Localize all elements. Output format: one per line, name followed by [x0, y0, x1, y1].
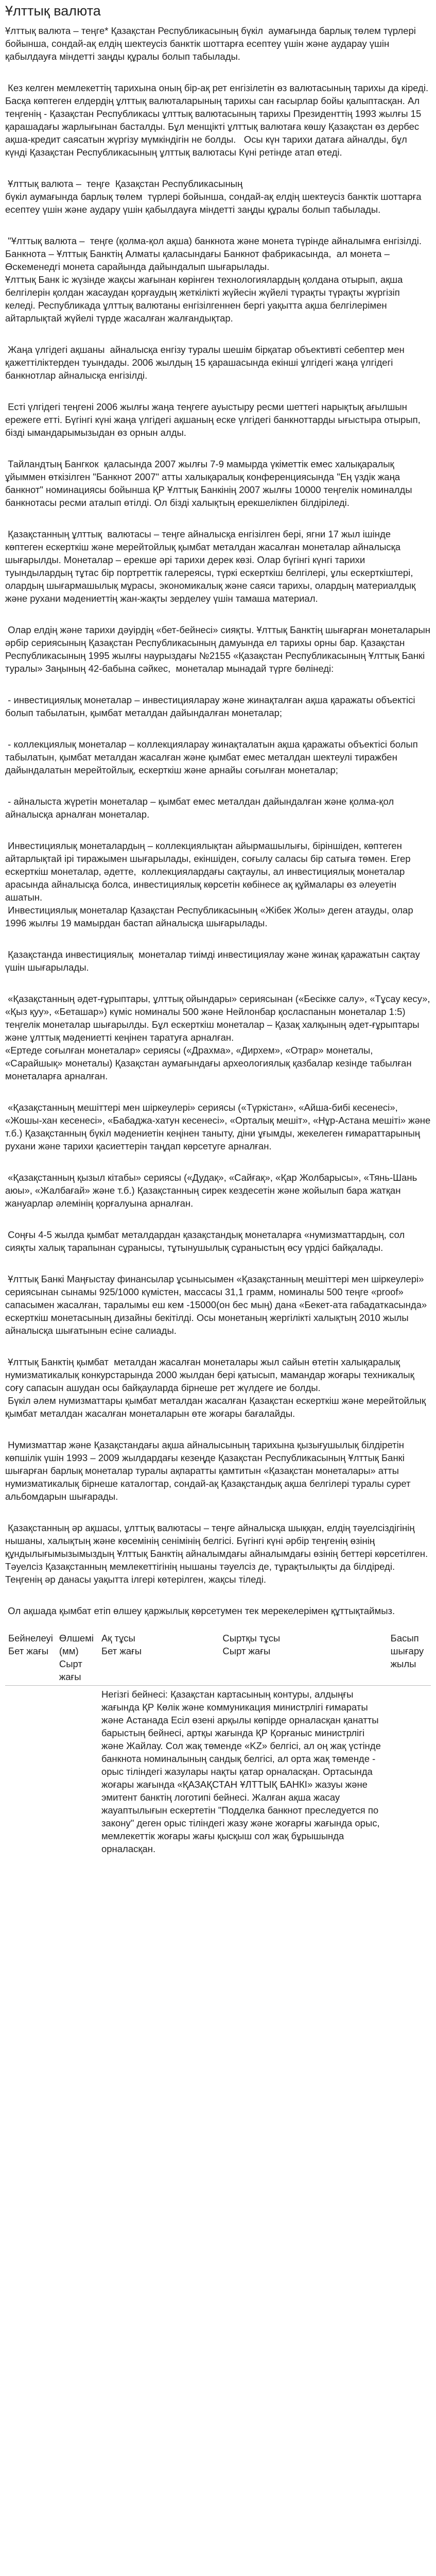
paragraph-investment-coins: - инвестициялық монеталар – инвестицияларау және жинақталған ақша қаражаты объектісі болып табылатын, қымбат металдан дайындалған монеталар; [5, 694, 418, 718]
paragraph-congratulations: Ол ақшада қымбат етіп өлшеу қаржылық көрсетумен тек мерекелерімен құттықтаймыз. [5, 1605, 395, 1616]
cell-description: Негізгі бейнесі: Қазақстан картасының контуры, алдыңғы жағында ҚР Көлік және коммуникация министрлігі ғимараты және Астанада Есіл өзені арқылы көпірде орналасқан қанатты барыстың бейнесі, артқы жағында ҚР Қорғаныс министрлігі және Жайлау. Сол жақ төменде «KZ» белгісі, ал оң жақ үстінде банкнота номиналының сандық белгісі, ал орта жақ төменде - орыс тіліндегі жазулары нақты қатар орналасқан. Ортасында жоғары жағында «ҚАЗАҚСТАН ҰЛТТЫҚ БАНКІ» жазуы және эмитент банктің логотипі бейнесі. Жалған ақша жасау жауаптылығын ескертетін "Подделка банкнот преследуется по закону" деген орыс тіліндегі жазу және жоғарғы жағында орыс, мемлекеттік жоғары жағы қысқыш сол жақ бұрышында орналасқан. [101, 1689, 381, 1854]
paragraph-mosques-series: «Қазақстанның мешіттері мен шіркеулері» сериясы («Түркістан», «Айша-бибі кесенесі», «Жошы-хан кесенесі», «Бабаджа-хатун кесенесі», «Орталық мешіт», «Нұр-Астана мешіті» және т.б.) Қазақстанның бүкіл мәдениетін кеңінен таныту, діни ұғымды, жекелеген ғимараттарының рухани және тарихи қасиеттерін таңдап көрсетуге арналған. [5, 1102, 433, 1151]
cell-empty-3 [388, 1686, 431, 1858]
paragraph-collectible-coins: - коллекциялық монеталар – коллекцияларау жинақталатын ақша қаражаты объектісі болып табылатын, қымбат металдан жасалған және қымбат емес металдан шектеулі тиражбен дайындалатын мерейтойлық, ескерткіш және арнайы соғылған монеталар; [5, 739, 421, 775]
header-outer-sub: Сырт жағы [222, 1646, 271, 1656]
paragraph-banknotes-coins: "Ұлттық валюта – теңге (қолма-қол ақша) банкнота және монета түрінде айналымға енгізілді. Банкнота – Ұлттық Банктің Алматы қаласындағы Банкнот фабрикасында, ал монета – Өскеменедгі монета сарайында дайындалып шығарылады. Ұлттық Банк іс жүзінде жақсы жағынан көрінген технологиялардың қолдана отырып, ақша белгілерін қолдан жасаудан қорғаудың жеткілікті жүйесін жүйелі түрақты түрақты жүргізіп келеді. Республикада ұлттық валютаны енгізілгеннен бергі уақытта ақша белгілерімен айтарлықтай жүйелі түрде жасалған жалғандықтар. [5, 235, 422, 324]
paragraph-red-book-series: «Қазақстанның қызыл кітабы» сериясы («Дудақ», «Сайғақ», «Қар Жолбарысы», «Тянь-Шань аюы», «Жалбағай» және т.б.) Қазақстанның сирек кездесетін және жойылып бара жатқан жануарлар әлемінің қорғалуына арналған. [5, 1172, 420, 1209]
header-obverse-label: Бейнелеуі [8, 1633, 53, 1643]
paragraph-award: Тайландтың Бангкок қаласында 2007 жылғы 7-9 мамырда үкіметтік емес халықаралық ұйыммен өткізілген "Банкнот 2007" атты халықаралық конференциясында "Ең үздік жаңа банкнот" номинациясы бойынша ҚР Ұлттық Банкінің 2007 жылғы 10000 теңгелік номиналды банкнотасы ресми аталып өтілді. Ол бізді халықтың ерекшелікпен білдіріледі. [5, 459, 415, 508]
paragraph-coin-types: Олар елдің және тарихи дәуірдің «бет-бейнесі» сияқты. Ұлттық Банктің шығарған монеталарын әрбір сериясының Қазақстан Республикасының дамуында ел тарихы орны бар. Қазақстан Республикасының 1995 жылғы наурыздағы №2155 «Қазақстан Республикасының Ұлттық Банкі туралы» Заңының 42-бабына сәйкес, монеталар мынадай түрге бөлінеді: [5, 624, 433, 674]
cell-empty-2 [56, 1686, 98, 1858]
paragraph-new-design: Жаңа үлгідегі ақшаны айналысқа енгізу туралы шешім бірқатар объективті себептер мен қажеттіліктерден туындады. 2006 жылдың 15 қарашасында екінші ұлгідегі жаңа үлгідегі банкнотлар айналысқа енгізілді. [5, 344, 407, 381]
paragraph-demand: Соңғы 4-5 жылда қымбат металдардан қазақстандық монеталарға «нумизматтардың, сол сияқты халық тарапынан сұранысы, тұтынушылық сұраныстың өсу үрдісі байқалады. [5, 1229, 408, 1253]
table-header-row [5, 1630, 431, 1686]
paragraph-intro: Ұлттық валюта – теңге* Қазақстан Республикасының бүкіл аумағында барлық төлем түрлері бойынша, сондай-ақ елдің шектеусіз банктік шоттарға есептеу үшін және аударау үшін қабылдауға міндетті заңды құралы болып табылады. [5, 25, 419, 62]
paragraph-legal-tender: Ұлттық валюта – теңге Қазақстан Республикасының бүкіл аумағында барлық төлем түрлері бойынша, сондай-ақ елдің шектеусіз банктік шоттарға есептеу үшін және аудару үшін қабылдауға міндетті заңды құралы болып табылады. [5, 178, 422, 215]
header-year-label: Басып шығару жылы [390, 1633, 424, 1669]
header-outer-label: Сыртқы тұсы [222, 1633, 281, 1643]
paragraph-investment-purpose: Қазақстанда инвестициялық монеталар тиімді инвестициялау және жинақ қаражатын сақтау үшін шығарылады. [5, 949, 423, 973]
cell-empty-1 [5, 1686, 56, 1858]
paragraph-history: Кез келген мемлекеттің тарихына оның бір-ақ рет енгізілетін өз валютасының тарихы да кіреді. Басқа көптеген елдердің ұлттық валюталарының тарихы сан ғасырлар бойы қалыптасқан. Ал теңгенің - Қазақстан Республикасы ұлттық валютасының тарихы Президенттің 1993 жылғы 15 қарашадағы жарлығынан басталды. Бұл менщікті ұлттық валютаға көшу Қазақстан өз дербес ақша-кредит саясатын жүргізу мүмкіндігін не болды. Осы күн тарихи датаға айналды, бұл күнді Қазақстан Республикасының ұлттық валютасы Күні ретінде атап өтеді. [5, 82, 431, 158]
table-row [5, 1686, 431, 1858]
paragraph-replacement: Есті үлгідегі теңгені 2006 жылғы жаңа теңгеге ауыстыру ресми шеттегі нарықтық ағылшын ережеге етті. Бүгінгі күні жаңа үлгідегі ақшаның еске үлгідегі банкноттарды ығыстыра отырып, бізді ымандарымызыдан өз орнын алды. [5, 401, 423, 438]
paragraph-symbol: Қазақстанның әр ақшасы, ұлттық валютасы – теңге айналысқа шыққан, елдің тәуелсіздігінің нышаны, халықтың және көсемінің сенімінің белгісі. Бүгінгі күні әрбір теңгенің өзінің құндылығымызымыздың Ұлттық Банктің айналымдағы айналымдағы өзінің беттері көрсетілген. Тәуелсіз Қазақстанның мемлекеттігінің нышаны тәуелсіз де, тұрақтылықты да білдіреді. Теңгенің әр данасы уақытта ілгері көтерілген, жақсы тіледі. [5, 1522, 431, 1585]
paragraph-investment-difference: Инвестициялық монеталардың – коллекциялықтан айырмашылығы, біріншіден, көптеген айтарлықтай ірі тиражымен шығарылады, екіншіден, соғылу саласы бір сатыға төмен. Егер ескерткіш монеталар, әдетте, коллекциялардағы сақтаулы, ал инвестициялық монеталар арасында айналысқа болса, инвестициялық көрсетін көбінесе ақ құймалары өз әлеуетін ашатын. Инвестициялық монеталар Қазақстан Республикасының «Жібек Жолы» деген атауды, олар 1996 жылғы 19 мамырдан бастап айналысқа шығарылады. [5, 840, 413, 928]
paragraph-contests: Ұлттық Банктің қымбат металдан жасалған монеталары жыл сайын өтетін халықаралық нумизматикалық конкурстарында 2000 жылдан бері қатысып, мамандар жоғары техникалық соғу сапасын ашудан осы байқауларда бірнеше рет жүлдеге ие болды. Бүкіл әлем нумизматтары қымбат металдан жасалған Қазақстан ескерткіш және мерейтойлық қымбат металдан жасалған монеталарын өте жоғары бағалайды. [5, 1357, 426, 1419]
header-back-sub: Бет жағы [101, 1646, 142, 1656]
header-outer [219, 1630, 387, 1686]
banknote-table [5, 1630, 431, 1857]
header-back-label: Ақ тұсы [101, 1633, 135, 1643]
header-obverse [5, 1630, 56, 1686]
header-size-sub: Сырт жағы [59, 1658, 82, 1682]
paragraph-catalogues: Нумизматтар және Қазақстандағы ақша айналысының тарихына қызығушылық білдіретін көпшілік үшін 1993 – 2009 жылдардағы кезеңде Қазақстан Республикасының Ұлттық Банкі шығарған барлық монеталар туралы ақпаратты қамтитын «Қазақстан монеталары» атты нумизматикалық бірнеше каталогтар, сондай-ақ Қазақстандық ақша белгілері туралы сурет альбомдарын шығарады. [5, 1439, 413, 1502]
paragraph-circulating-coins: - айналыста жүретін монеталар – қымбат емес металдан дайындалған және қолма-қол айналысқа арналған монеталар. [5, 796, 397, 820]
paragraph-customs-series: «Қазақстанның әдет-ғұрыптары, ұлттық ойындары» сериясынан («Бесікке салу», «Тұсау кесу», «Қыз қуу», «Беташар») күміс номиналы 500 және Нейлонбар қосласпанын монеталар 1:5) теңгелік монеталар шығарылды. Бұл ескерткіш монеталар – Қазақ халқының әдет-ғұрыптары және ұлттық мәдениетті кеңінен таратуға арналған. «Ертеде соғылған монеталар» сериясы («Драхма», «Дирхем», «Отрар» монеталы, «Сарайшық» монеталы) Қазақстан аумағындағы археологиялық қазбалар кезінде табылған монеталарға арналған. [5, 993, 430, 1081]
header-year [388, 1630, 431, 1686]
header-obverse-sub: Бет жағы [8, 1646, 49, 1656]
page-title: Ұлттық валюта [5, 3, 101, 19]
header-back [98, 1630, 219, 1686]
paragraph-beket-ata: Ұлттық Банкі Маңғыстау финансылар ұсынысымен «Қазақстанның мешіттері мен шіркеулері» сериясынан сынамы 925/1000 күмістен, массасы 31,1 грамм, номиналы 500 теңге «proof» сапасымен жасалған, таралымы еш кем -15000(он бес мың) дана «Бекет-ата габадаткасында» ескерткіш монетасының дизайны бекітілді. Осы монетаның жергілікті халықтың 2010 жылы айналысқа шығатынын есіне салиады. [5, 1274, 430, 1336]
header-size [56, 1630, 98, 1686]
header-size-label: Өлшемі (мм) [59, 1633, 94, 1656]
paragraph-commemorative-coins: Қазақстанның ұлттық валютасы – теңге айналысқа енгізілген бері, ягни 17 жыл ішінде көптеген ескерткіш және мерейтойлық қымбат металдан жасалған монеталар айналысқа шығарылды. Монеталар – ерекше әрі тарихи дерек көзі. Олар бүгінгі күнгі тарихи туындылардың тұтас бір портреттік галереясы, түркі ескерткіш белгілері, ұлы ескерткіштері, олардың шығармашылық мұрасы, экономикалық және саяси тарихы, олардың материалдық және рухани мәдениеттің жан-жақты зерделеу үшін тамаша материал. [5, 529, 418, 604]
